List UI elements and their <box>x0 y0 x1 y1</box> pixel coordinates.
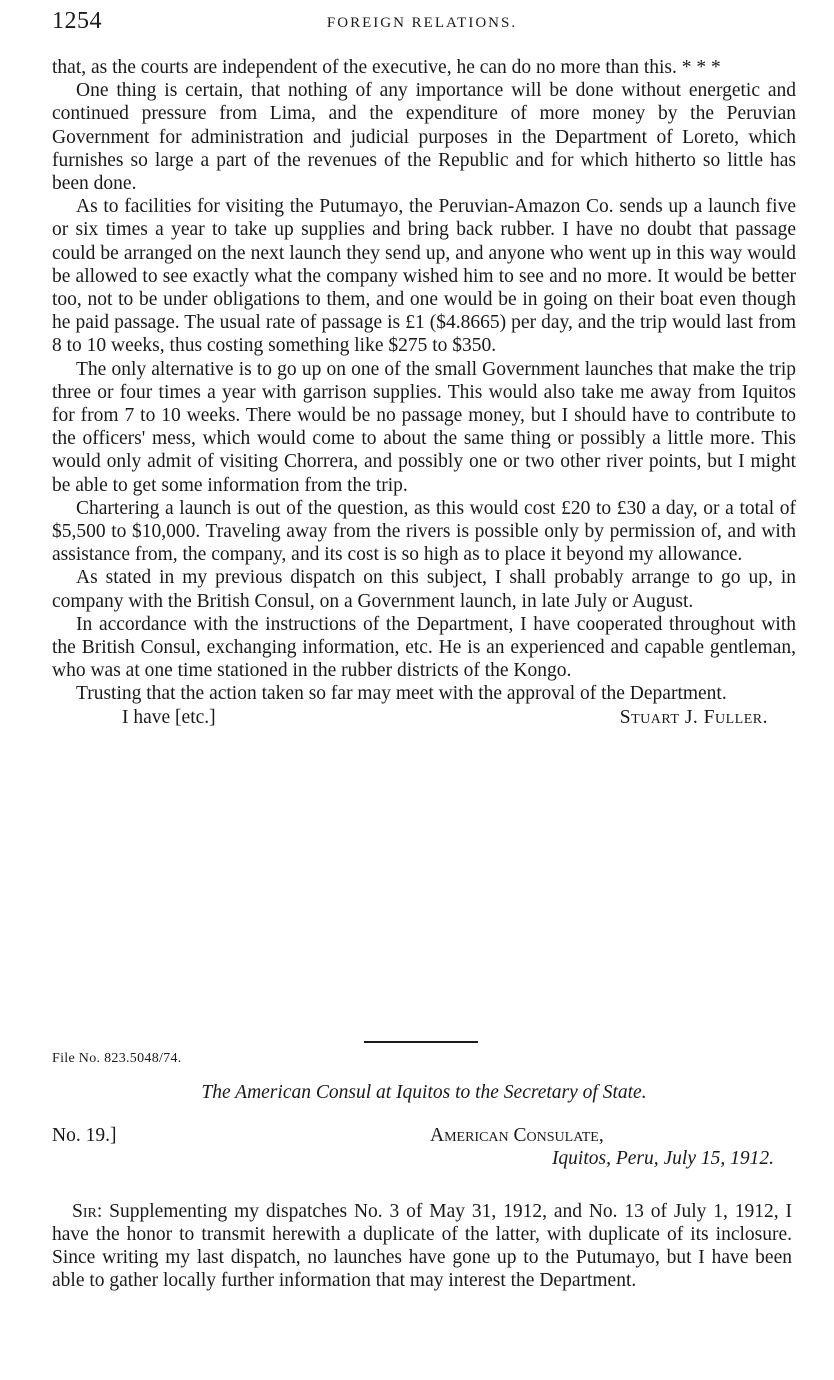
document-heading: The American Consul at Iquitos to the Secretary of State. <box>201 1082 647 1103</box>
closing-row <box>52 706 796 730</box>
salutation: Sir: <box>72 1200 103 1222</box>
body-text <box>52 56 796 730</box>
paragraph: As stated in my previous dispatch on this subject, I shall probably arrange to go up, in company with the British Consul, on a Government launch, in late July or August. <box>52 567 796 612</box>
section-divider <box>364 1041 478 1043</box>
running-head <box>52 8 792 38</box>
signature: Stuart J. Fuller. <box>619 706 768 728</box>
dispatch-number: No. 19.] <box>52 1125 117 1146</box>
paragraph: Trusting that the action taken so far may meet with the approval of the Department. <box>76 683 727 705</box>
page-number: 1254 <box>52 8 102 34</box>
paragraph: In accordance with the instructions of the Department, I have cooperated throughout with the British Consul, exchanging information, etc. He is an experienced and capable gentleman, who was at one time stationed in the rubber districts of the Kongo. <box>52 613 796 682</box>
paragraph: One thing is certain, that nothing of any importance will be done without energetic and continued pressure from Lima, and the expenditure of more money by the Peruvian Government for administration and judicial purposes in the Department of Loreto, which furnishes so large a part of the revenues of the Republic and for which hitherto so little has been done. <box>52 80 796 195</box>
letter-body-text: Supplementing my dispatches No. 3 of May 31, 1912, and No. 13 of July 1, 1912, I have the honor to transmit herewith a duplicate of the latter, with duplicate of its inclosure. Since writing my last dispatch, no launches have gone up to the Putumayo, but I have been able to gather locally further information that may interest the Department. <box>52 1200 792 1292</box>
consulate-name: American Consulate, <box>430 1125 604 1146</box>
file-number: File No. 823.5048/74. <box>52 1051 182 1066</box>
paragraph-continuation: that, as the courts are independent of the executive, he can do no more than this. * * * <box>52 57 721 78</box>
complimentary-close: I have [etc.] <box>122 706 216 728</box>
running-title: FOREIGN RELATIONS. <box>326 15 518 31</box>
paragraph: As to facilities for visiting the Putumayo, the Peruvian-Amazon Co. sends up a launch five or six times a year to take up supplies and bring back rubber. I have no doubt that passage could be arranged on the next launch they send up, and anyone who went up in this way would be allowed to see exactly what the company wished him to see and no more. It would be better too, not to be under obligations to them, and one would be in going on their boat even though he paid passage. The usual rate of passage is £1 ($4.8665) per day, and the trip would last from 8 to 10 weeks, thus costing something like $275 to $350. <box>52 196 796 357</box>
paragraph: Chartering a launch is out of the question, as this would cost £20 to £30 a day, or a total of $5,500 to $10,000. Traveling away from the rivers is possible only by permission of, and with assistance from, the company, and its cost is so high as to place it beyond my allowance. <box>52 497 796 566</box>
place-date: Iquitos, Peru, July 15, 1912. <box>551 1148 774 1169</box>
letter-paragraph <box>52 1200 792 1293</box>
paragraph: The only alternative is to go up on one of the small Government launches that make the trip three or four times a year with garrison supplies. This would also take me away from Iquitos for from 7 to 10 weeks. There would be no passage money, but I should have to contribute to the officers' mess, which would come to about the same thing or possibly a little more. This would only admit of visiting Chorrera, and possibly one or two other river points, but I might be able to get some information from the trip. <box>52 358 796 496</box>
